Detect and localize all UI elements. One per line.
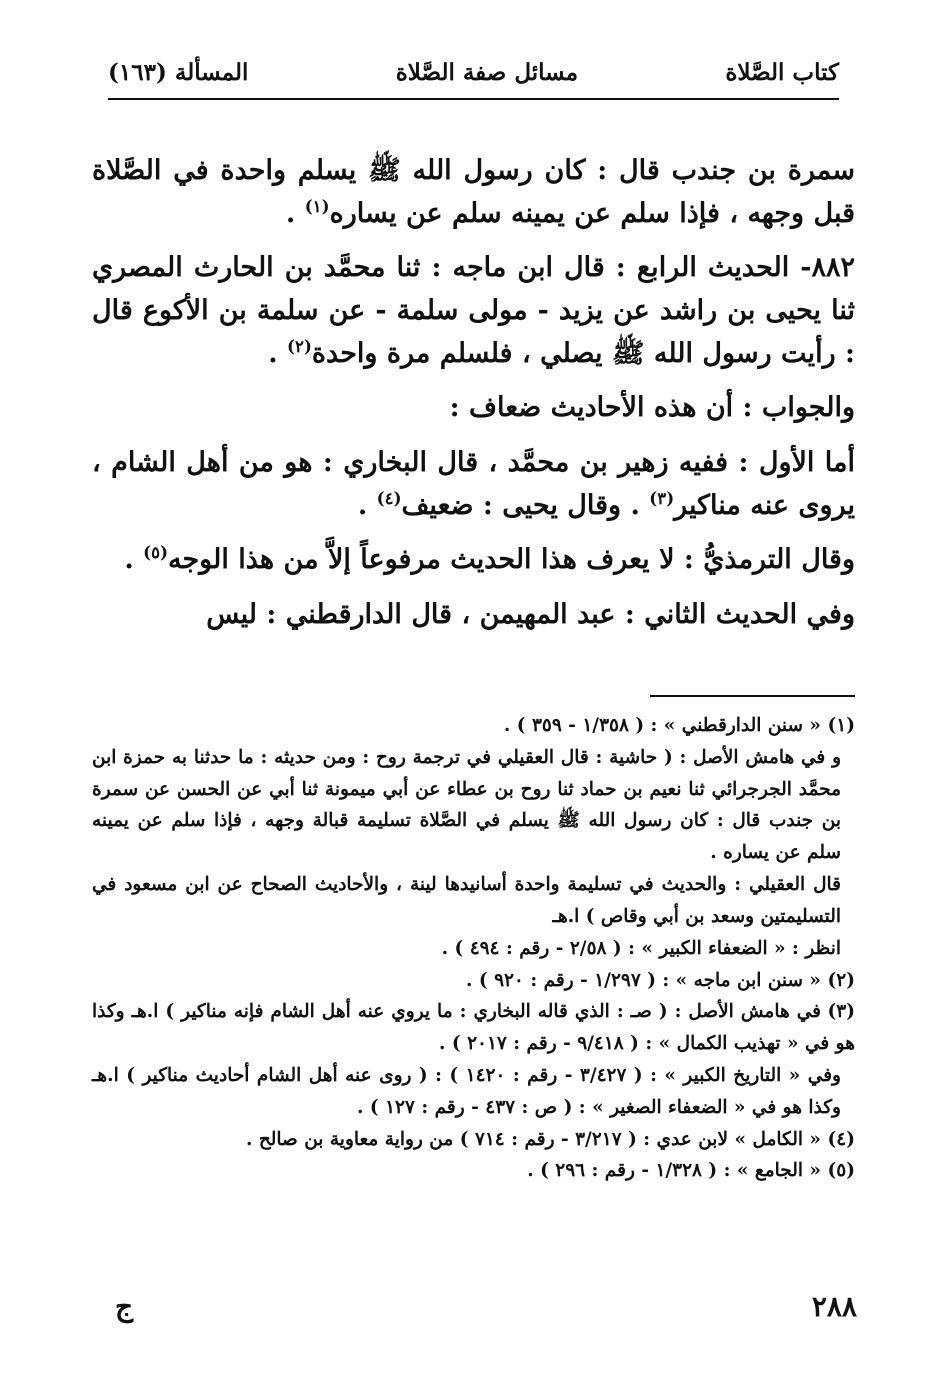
footnote-2: (٢)« سنن ابن ماجه » : ( ١/٢٩٧ - رقم : ٩٢٠ ) . xyxy=(92,965,855,997)
footnote-3: (٣)في هامش الأصل : ( صـ : الذي قاله البخاري : ما يروي عنه أهل الشام فإنه مناكير ) ا.هـ وكذا هو في « تهذيب الكمال » : ( ٩/٤١٨ - رقم : ٢٠١٧ ) . xyxy=(92,996,855,1060)
main-text xyxy=(92,150,855,649)
header-divider xyxy=(108,98,839,100)
footnote-divider xyxy=(650,695,855,697)
footnote-1-continuation: انظر : « الضعفاء الكبير » : ( ٢/٥٨ - رقم : ٤٩٤ ) . xyxy=(441,937,841,959)
page-footer xyxy=(115,1290,857,1323)
footnote-1-continuation: و في هامش الأصل : ( حاشية : قال العقيلي في ترجمة روح : ومن حديثه : ما حدثنا به حمزة ابن محمَّد الجرجرائي ثنا نعيم بن حماد ثنا روح بن عطاء عن أبي ميمونة ثنا أبي عن الحسن عن سمرة بن جندب قال : كان رسول الله ﷺ يسلم في الصَّلاة تسليمة قبالة وجهه ، فإذا سلم عن يمينه سلم عن يساره . xyxy=(92,746,841,864)
footnote-ref-2: (٢) xyxy=(287,335,312,356)
paragraph-3: والجواب : أن هذه الأحاديث ضعاف : xyxy=(449,392,855,424)
footnote-5: (٥)« الجامع » : ( ١/٣٢٨ - رقم : ٢٩٦ ) . xyxy=(92,1155,855,1187)
footnote-ref-5: (٥) xyxy=(143,542,168,563)
footnote-1-number: (١) xyxy=(827,715,855,736)
header-chapter-title: مسائل صفة الصَّلاة xyxy=(395,58,579,86)
footnote-1-continuation: قال العقيلي : والحديث في تسليمة واحدة أسانيدها لينة ، والأحاديث الصحاح عن ابن مسعود في التسليمتين وسعد بن أبي وقاص ) ا.هـ xyxy=(92,874,841,927)
footnote-3-continuation: وفي « التاريخ الكبير » : ( ٣/٤٢٧ - رقم : ١٤٢٠ ) : ( روى عنه أهل الشام أحاديث مناكير ) ا.هـ وكذا هو في « الضعفاء الصغير » : ( ص : ٤٣٧ - رقم : ١٢٧ ) . xyxy=(92,1064,841,1118)
paragraph-5: وقال الترمذيُّ : لا يعرف هذا الحديث مرفوعاً إلاَّ من هذا الوجه$^{(٥)}$ . xyxy=(124,542,855,576)
footnote-ref-1: (١) xyxy=(304,195,330,216)
footnote-2-number: (٢) xyxy=(827,969,855,991)
paragraph-4: أما الأول : ففيه زهير بن محمَّد ، قال البخاري : هو من أهل الشام ، يروى عنه مناكير$^{(٣)}$ . وقال يحيى : ضعيف$^{(٤)}$ . xyxy=(92,446,855,521)
paragraph-1: سمرة بن جندب قال : كان رسول الله ﷺ يسلم واحدة في الصَّلاة قبل وجهه ، فإذا سلم عن يمينه سلم عن يساره$^{(١)}$ . xyxy=(92,155,855,229)
footnote-ref-3: (٣) xyxy=(649,487,675,508)
footnote-3-number: (٣) xyxy=(827,1001,855,1023)
footnote-5-number: (٥) xyxy=(827,1160,855,1182)
footnote-4: (٤)« الكامل » لابن عدي : ( ٣/٢١٧ - رقم : ٧١٤ ) من رواية معاوية بن صالح . xyxy=(92,1124,855,1156)
running-header xyxy=(108,52,839,92)
footnote-1: (١)« سنن الدارقطني » : ( ١/٣٥٨ - ٣٥٩ ) . xyxy=(92,710,855,742)
footnotes xyxy=(92,710,855,1187)
footnote-ref-4: (٤) xyxy=(376,487,402,508)
signature-mark: ج xyxy=(115,1290,134,1323)
paragraph-2: ٨٨٢- الحديث الرابع : قال ابن ماجه : ثنا محمَّد بن الحارث المصري ثنا يحيى بن راشد عن يزيد - مولى سلمة - عن سلمة بن الأكوع قال : رأيت رسول الله ﷺ يصلي ، فلسلم مرة واحدة$^{(٢)}$ . xyxy=(92,252,855,369)
header-issue-number: المسألة (١٦٣) xyxy=(108,58,249,86)
paragraph-6: وفي الحديث الثاني : عبد المهيمن ، قال الدارقطني : ليس xyxy=(206,598,855,630)
header-book-title: كتاب الصَّلاة xyxy=(725,58,839,86)
footnote-4-number: (٤) xyxy=(827,1128,855,1150)
page-number: ٢٨٨ xyxy=(811,1290,857,1323)
